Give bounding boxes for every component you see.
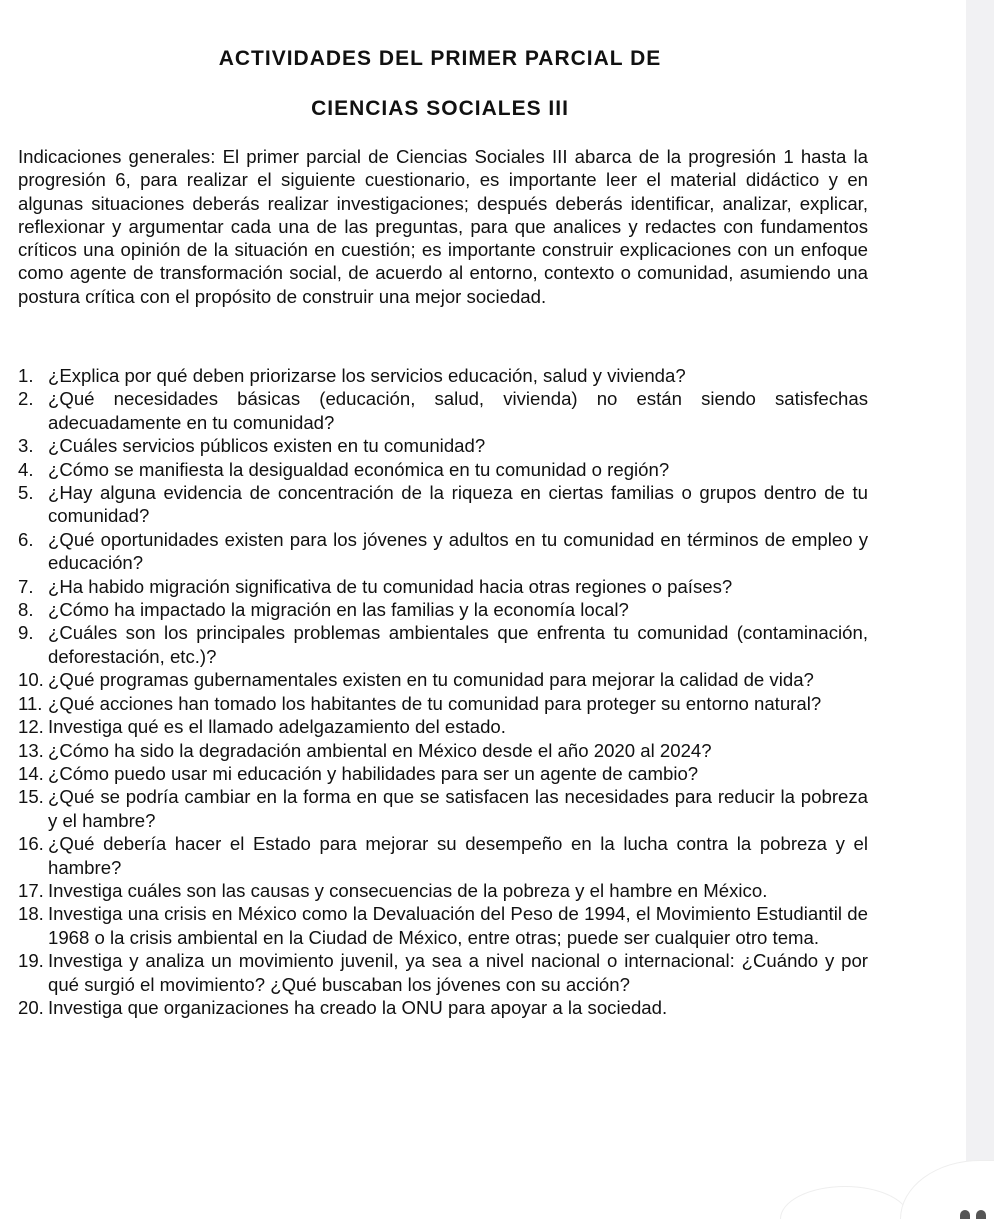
question-text: ¿Cómo ha impactado la migración en las familias y la economía local? bbox=[48, 599, 629, 621]
question-text: Investiga que organizaciones ha creado la ONU para apoyar a la sociedad. bbox=[48, 996, 668, 1018]
dots-icon[interactable] bbox=[960, 1210, 970, 1219]
question-item bbox=[18, 364, 868, 387]
question-item bbox=[18, 785, 868, 832]
dots-icon[interactable] bbox=[976, 1210, 986, 1219]
question-item bbox=[18, 621, 868, 668]
question-number: 11. bbox=[18, 692, 43, 714]
question-item bbox=[18, 879, 868, 902]
question-text: ¿Cuáles son los principales problemas ambientales que enfrenta tu comunidad (contaminación, deforestación, etc.)? bbox=[48, 622, 868, 667]
question-text: ¿Cómo puedo usar mi educación y habilidades para ser un agente de cambio? bbox=[48, 762, 699, 784]
question-text: ¿Qué oportunidades existen para los jóvenes y adultos en tu comunidad en términos de empleo y educación? bbox=[48, 528, 868, 574]
question-number: 14. bbox=[18, 762, 44, 784]
question-item bbox=[18, 715, 868, 738]
question-item bbox=[18, 434, 868, 457]
question-text: ¿Qué programas gubernamentales existen en tu comunidad para mejorar la calidad de vida? bbox=[48, 669, 814, 691]
question-number: 5. bbox=[18, 482, 34, 504]
question-item bbox=[18, 387, 868, 434]
question-number: 12. bbox=[18, 716, 44, 738]
question-number: 16. bbox=[18, 833, 44, 855]
question-item bbox=[18, 902, 868, 949]
question-number: 20. bbox=[18, 996, 44, 1018]
question-number: 13. bbox=[18, 739, 44, 761]
question-number: 15. bbox=[18, 786, 44, 808]
question-number: 18. bbox=[18, 903, 44, 925]
question-text: ¿Ha habido migración significativa de tu comunidad hacia otras regiones o países? bbox=[48, 575, 733, 597]
question-item bbox=[18, 458, 868, 481]
general-instructions: Indicaciones generales: El primer parcial de Ciencias Sociales III abarca de la progresión 1 hasta la progresión 6, para realizar el siguiente cuestionario, es importante leer el material didáctico y en algunas situaciones deberás realizar investigaciones; después deberás identificar, analizar, explicar, reflexionar y argumentar cada una de las preguntas, para que analices y redactes con fundamentos críticos una opinión de la situación en cuestión; es importante construir explicaciones con un enfoque como agente de transformación social, de acuerdo al entorno, contexto o comunidad, asumiendo una postura crítica con el propósito de construir una mejor sociedad. bbox=[18, 146, 868, 307]
question-text: ¿Qué necesidades básicas (educación, salud, vivienda) no están siendo satisfechas adecuadamente en tu comunidad? bbox=[48, 388, 868, 433]
question-list bbox=[18, 364, 868, 1019]
question-text: Investiga cuáles son las causas y consecuencias de la pobreza y el hambre en México. bbox=[48, 879, 768, 901]
question-item bbox=[18, 692, 868, 715]
document-title-line1: ACTIVIDADES DEL PRIMER PARCIAL DE bbox=[218, 47, 662, 70]
question-text: ¿Cómo se manifiesta la desigualdad económica en tu comunidad o región? bbox=[48, 458, 670, 480]
question-number: 17. bbox=[18, 879, 44, 901]
question-item bbox=[18, 575, 868, 598]
document-title-line2: CIENCIAS SOCIALES III bbox=[311, 97, 569, 120]
question-number: 10. bbox=[18, 669, 44, 691]
question-text: ¿Hay alguna evidencia de concentración de la riqueza en ciertas familias o grupos dentro de tu comunidad? bbox=[48, 482, 868, 527]
question-item bbox=[18, 949, 868, 996]
question-text: Investiga una crisis en México como la Devaluación del Peso de 1994, el Movimiento Estudiantil de 1968 o la crisis ambiental en la Ciudad de México, entre otras; puede ser cualquier otro tema. bbox=[48, 903, 868, 948]
question-number: 7. bbox=[18, 575, 34, 597]
question-number: 4. bbox=[18, 458, 34, 480]
question-item bbox=[18, 996, 868, 1019]
question-text: ¿Qué debería hacer el Estado para mejorar su desempeño en la lucha contra la pobreza y el hambre? bbox=[48, 833, 868, 878]
question-text: Investiga qué es el llamado adelgazamiento del estado. bbox=[48, 716, 506, 738]
question-number: 8. bbox=[18, 599, 34, 621]
question-text: ¿Cuáles servicios públicos existen en tu comunidad? bbox=[48, 435, 486, 457]
question-item bbox=[18, 739, 868, 762]
question-number: 1. bbox=[18, 365, 34, 386]
question-item bbox=[18, 762, 868, 785]
question-text: ¿Qué se podría cambiar en la forma en que se satisfacen las necesidades para reducir la pobreza y el hambre? bbox=[48, 786, 868, 831]
question-number: 2. bbox=[18, 388, 34, 410]
question-number: 3. bbox=[18, 435, 34, 457]
question-text: ¿Cómo ha sido la degradación ambiental en México desde el año 2020 al 2024? bbox=[48, 739, 712, 761]
question-item bbox=[18, 832, 868, 879]
question-text: ¿Qué acciones han tomado los habitantes de tu comunidad para proteger su entorno natural? bbox=[48, 692, 822, 714]
question-item bbox=[18, 528, 868, 575]
question-item bbox=[18, 481, 868, 528]
question-number: 6. bbox=[18, 528, 34, 550]
question-item bbox=[18, 598, 868, 621]
question-item bbox=[18, 668, 868, 691]
question-text: ¿Explica por qué deben priorizarse los servicios educación, salud y vivienda? bbox=[48, 365, 686, 386]
question-number: 9. bbox=[18, 622, 34, 644]
question-number: 19. bbox=[18, 950, 44, 972]
side-scroll-gutter bbox=[966, 0, 994, 1219]
question-text: Investiga y analiza un movimiento juvenil, ya sea a nivel nacional o internacional: ¿Cuándo y por qué surgió el movimiento? ¿Qué buscaban los jóvenes con su acción? bbox=[48, 950, 868, 995]
